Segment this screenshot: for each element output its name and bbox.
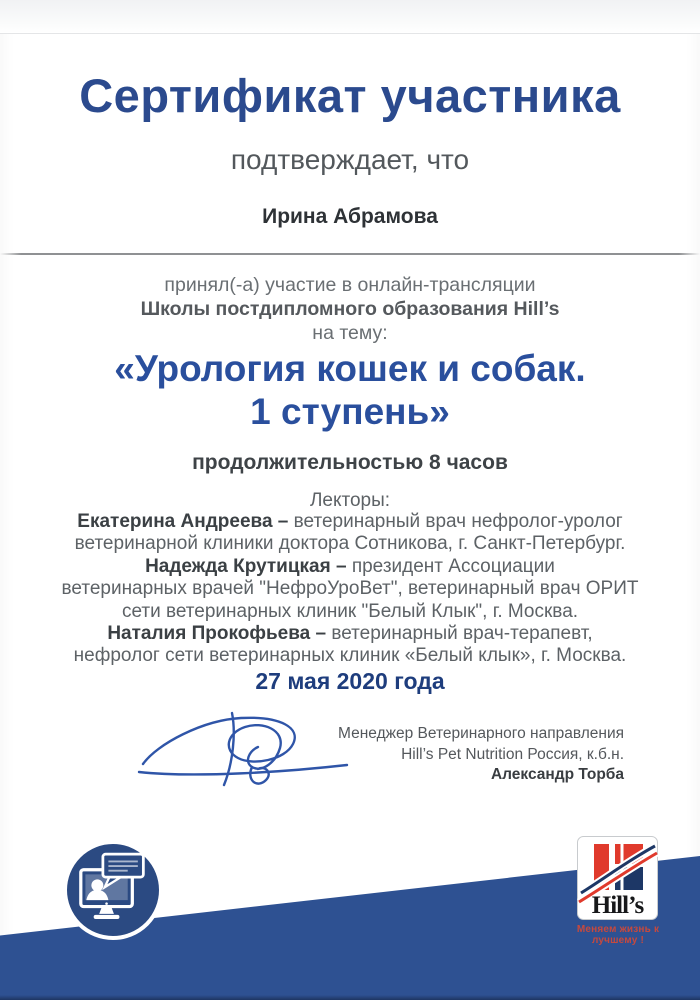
- webinar-badge: [63, 840, 163, 940]
- lecturers-lines: [0, 511, 700, 668]
- participation-line2: Школы постдипломного образования Hill’s: [140, 298, 560, 320]
- hills-wordmark: Hill’s: [591, 892, 644, 919]
- topic-line2: 1 ступень»: [250, 391, 450, 432]
- topic-line1: «Урология кошек и собак.: [114, 348, 586, 389]
- lecturer-line: ветеринарной клиники доктора Сотникова, г. Санкт-Петербург.: [74, 533, 626, 555]
- signer-credentials: [338, 724, 624, 786]
- lecturer-line: Наталия Прокофьева – ветеринарный врач-терапевт,: [107, 623, 593, 645]
- signer-role-line2: Hill’s Pet Nutrition Россия, к.б.н.: [401, 745, 624, 763]
- lecturer-line: ветеринарных врачей "НефроУроВет", ветеринарный врач ОРИТ: [61, 578, 639, 600]
- certificate-title: Сертификат участника: [79, 69, 621, 122]
- lecturer-line: нефролог сети ветеринарных клиник «Белый клык», г. Москва.: [73, 645, 627, 667]
- lecturer-line: Надежда Крутицкая – президент Ассоциации: [145, 555, 555, 577]
- hills-tagline: Меняем жизнь к лучшему !: [576, 924, 660, 946]
- lecturers-heading: Лекторы:: [309, 490, 391, 511]
- webinar-monitor-icon: [67, 844, 159, 936]
- hills-logo-graphic: [577, 836, 658, 920]
- hills-logo: [577, 836, 658, 920]
- lecturer-line: Екатерина Андреева – ветеринарный врач нефролог-уролог: [77, 511, 623, 532]
- page-bottom-shadow: [0, 995, 700, 1000]
- signer-name: Александр Торба: [490, 766, 624, 783]
- recipient-name: Ирина Абрамова: [262, 205, 438, 228]
- page-top-shadow: [0, 0, 700, 34]
- duration-text: продолжительностью 8 часов: [192, 451, 508, 474]
- lecturer-line: сети ветеринарных клиник "Белый Клык", г. Москва.: [121, 600, 579, 622]
- divider-line: [0, 253, 700, 255]
- lecturer-name: Екатерина Андреева –: [77, 511, 289, 532]
- topic-title: [0, 347, 700, 433]
- signer-role-line1: Менеджер Ветеринарного направления: [338, 725, 624, 742]
- confirms-text: подтверждает, что: [230, 144, 470, 175]
- participation-line1: принял(-а) участие в онлайн-трансляции: [164, 274, 536, 296]
- lecturer-name: Надежда Крутицкая –: [145, 555, 347, 577]
- event-date: 27 мая 2020 года: [255, 668, 445, 694]
- participation-line3: на тему:: [312, 322, 388, 344]
- lecturer-name: Наталия Прокофьева –: [107, 623, 327, 645]
- participation-block: [0, 273, 700, 345]
- signature-scribble: [135, 708, 355, 796]
